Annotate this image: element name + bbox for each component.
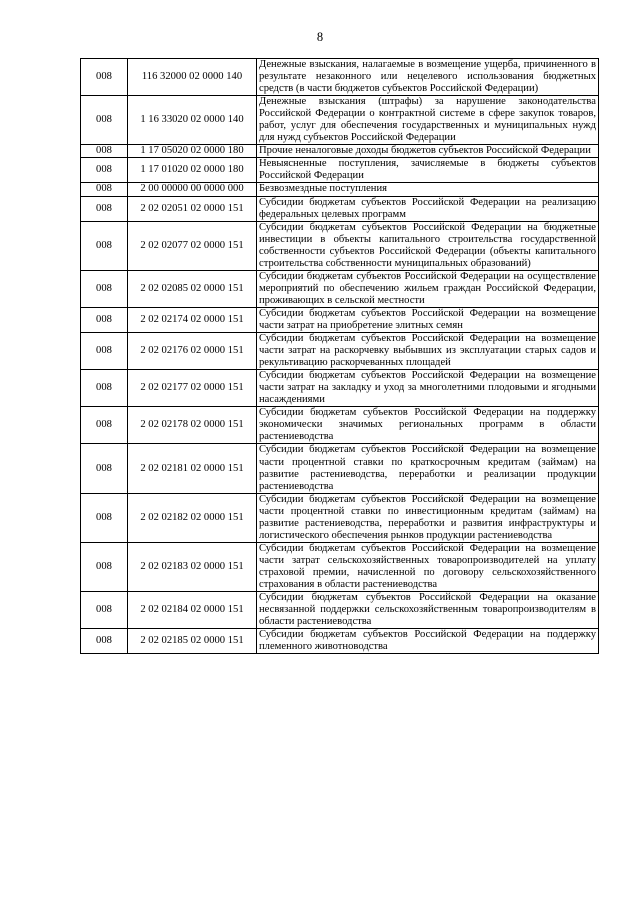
admin-code-cell: 008 xyxy=(81,59,128,96)
admin-code-cell: 008 xyxy=(81,444,128,493)
revenue-name-cell: Субсидии бюджетам субъектов Российской Федерации на реализацию федеральных целевых программ xyxy=(257,196,599,221)
table-row xyxy=(81,183,599,196)
budget-code-cell: 2 02 02077 02 0000 151 xyxy=(128,221,257,270)
budget-code-cell: 2 00 00000 00 0000 000 xyxy=(128,183,257,196)
revenue-codes-table xyxy=(80,58,599,654)
admin-code-cell: 008 xyxy=(81,493,128,542)
table-row xyxy=(81,196,599,221)
revenue-name-cell: Прочие неналоговые доходы бюджетов субъектов Российской Федерации xyxy=(257,145,599,158)
admin-code-cell: 008 xyxy=(81,592,128,629)
revenue-name-cell: Субсидии бюджетам субъектов Российской Федерации на бюджетные инвестиции в объекты капитального строительства государственной собственности субъектов Российской Федерации (объекты капитального строительства собственности муниципальных образований) xyxy=(257,221,599,270)
budget-code-cell: 2 02 02183 02 0000 151 xyxy=(128,542,257,591)
table-row xyxy=(81,221,599,270)
table-row xyxy=(81,444,599,493)
revenue-name-cell: Субсидии бюджетам субъектов Российской Федерации на возмещение части затрат на раскорчевку выбывших из эксплуатации старых садов и рекультивацию раскорчеванных площадей xyxy=(257,333,599,370)
page-number: 8 xyxy=(316,30,324,44)
revenue-name-cell: Субсидии бюджетам субъектов Российской Федерации на осуществление мероприятий по обеспечению жильем граждан Российской Федерации, проживающих в сельской местности xyxy=(257,270,599,307)
table-row xyxy=(81,370,599,407)
admin-code-cell: 008 xyxy=(81,542,128,591)
budget-code-cell: 2 02 02174 02 0000 151 xyxy=(128,307,257,332)
budget-code-cell: 2 02 02051 02 0000 151 xyxy=(128,196,257,221)
revenue-name-cell: Субсидии бюджетам субъектов Российской Федерации на возмещение части процентной ставки по инвестиционным кредитам (займам) на развитие растениеводства, переработки и развития инфраструктуры и логистического обеспечения рынков продукции растениеводства xyxy=(257,493,599,542)
table-row xyxy=(81,158,599,183)
table-row xyxy=(81,592,599,629)
budget-code-cell: 2 02 02177 02 0000 151 xyxy=(128,370,257,407)
admin-code-cell: 008 xyxy=(81,307,128,332)
budget-code-cell: 2 02 02185 02 0000 151 xyxy=(128,629,257,654)
admin-code-cell: 008 xyxy=(81,96,128,145)
admin-code-cell: 008 xyxy=(81,629,128,654)
table-row xyxy=(81,493,599,542)
admin-code-cell: 008 xyxy=(81,407,128,444)
budget-code-cell: 2 02 02085 02 0000 151 xyxy=(128,270,257,307)
budget-code-cell: 2 02 02178 02 0000 151 xyxy=(128,407,257,444)
budget-code-cell: 1 17 01020 02 0000 180 xyxy=(128,158,257,183)
budget-code-cell: 2 02 02182 02 0000 151 xyxy=(128,493,257,542)
admin-code-cell: 008 xyxy=(81,183,128,196)
admin-code-cell: 008 xyxy=(81,221,128,270)
admin-code-cell: 008 xyxy=(81,370,128,407)
table-row xyxy=(81,629,599,654)
table-body xyxy=(81,59,599,654)
table-row xyxy=(81,59,599,96)
revenue-name-cell: Денежные взыскания (штрафы) за нарушение законодательства Российской Федерации о контрактной системе в сфере закупок товаров, работ, услуг для обеспечения государственных и муниципальных нужд для нужд субъектов Российской Федерации xyxy=(257,96,599,145)
revenue-name-cell: Субсидии бюджетам субъектов Российской Федерации на поддержку экономически значимых региональных программ в области растениеводства xyxy=(257,407,599,444)
table-row xyxy=(81,407,599,444)
admin-code-cell: 008 xyxy=(81,270,128,307)
admin-code-cell: 008 xyxy=(81,145,128,158)
table-row xyxy=(81,96,599,145)
admin-code-cell: 008 xyxy=(81,196,128,221)
admin-code-cell: 008 xyxy=(81,333,128,370)
revenue-name-cell: Субсидии бюджетам субъектов Российской Федерации на возмещение части затрат сельскохозяйственных товаропроизводителей на уплату страховой премии, начисленной по договору сельскохозяйственного страхования в области растениеводства xyxy=(257,542,599,591)
budget-code-cell: 2 02 02181 02 0000 151 xyxy=(128,444,257,493)
revenue-name-cell: Субсидии бюджетам субъектов Российской Федерации на поддержку племенного животноводства xyxy=(257,629,599,654)
table-row xyxy=(81,307,599,332)
budget-code-cell: 2 02 02176 02 0000 151 xyxy=(128,333,257,370)
revenue-name-cell: Субсидии бюджетам субъектов Российской Федерации на возмещение части затрат на приобретение элитных семян xyxy=(257,307,599,332)
revenue-name-cell: Денежные взыскания, налагаемые в возмещение ущерба, причиненного в результате незаконного или нецелевого использования бюджетных средств (в части бюджетов субъектов Российской Федерации) xyxy=(257,59,599,96)
table-row xyxy=(81,145,599,158)
budget-code-cell: 116 32000 02 0000 140 xyxy=(128,59,257,96)
admin-code-cell: 008 xyxy=(81,158,128,183)
table-row xyxy=(81,542,599,591)
table-row xyxy=(81,333,599,370)
table-row xyxy=(81,270,599,307)
revenue-name-cell: Субсидии бюджетам субъектов Российской Федерации на оказание несвязанной поддержки сельскохозяйственным товаропроизводителям в области растениеводства xyxy=(257,592,599,629)
revenue-name-cell: Безвозмездные поступления xyxy=(257,183,599,196)
revenue-name-cell: Субсидии бюджетам субъектов Российской Федерации на возмещение части процентной ставки по краткосрочным кредитам (займам) на развитие растениеводства, переработки и реализации продукции растениеводства xyxy=(257,444,599,493)
budget-code-cell: 1 17 05020 02 0000 180 xyxy=(128,145,257,158)
budget-code-cell: 1 16 33020 02 0000 140 xyxy=(128,96,257,145)
revenue-name-cell: Невыясненные поступления, зачисляемые в бюджеты субъектов Российской Федерации xyxy=(257,158,599,183)
budget-code-cell: 2 02 02184 02 0000 151 xyxy=(128,592,257,629)
revenue-name-cell: Субсидии бюджетам субъектов Российской Федерации на возмещение части затрат на закладку и уход за многолетними плодовыми и ягодными насаждениями xyxy=(257,370,599,407)
